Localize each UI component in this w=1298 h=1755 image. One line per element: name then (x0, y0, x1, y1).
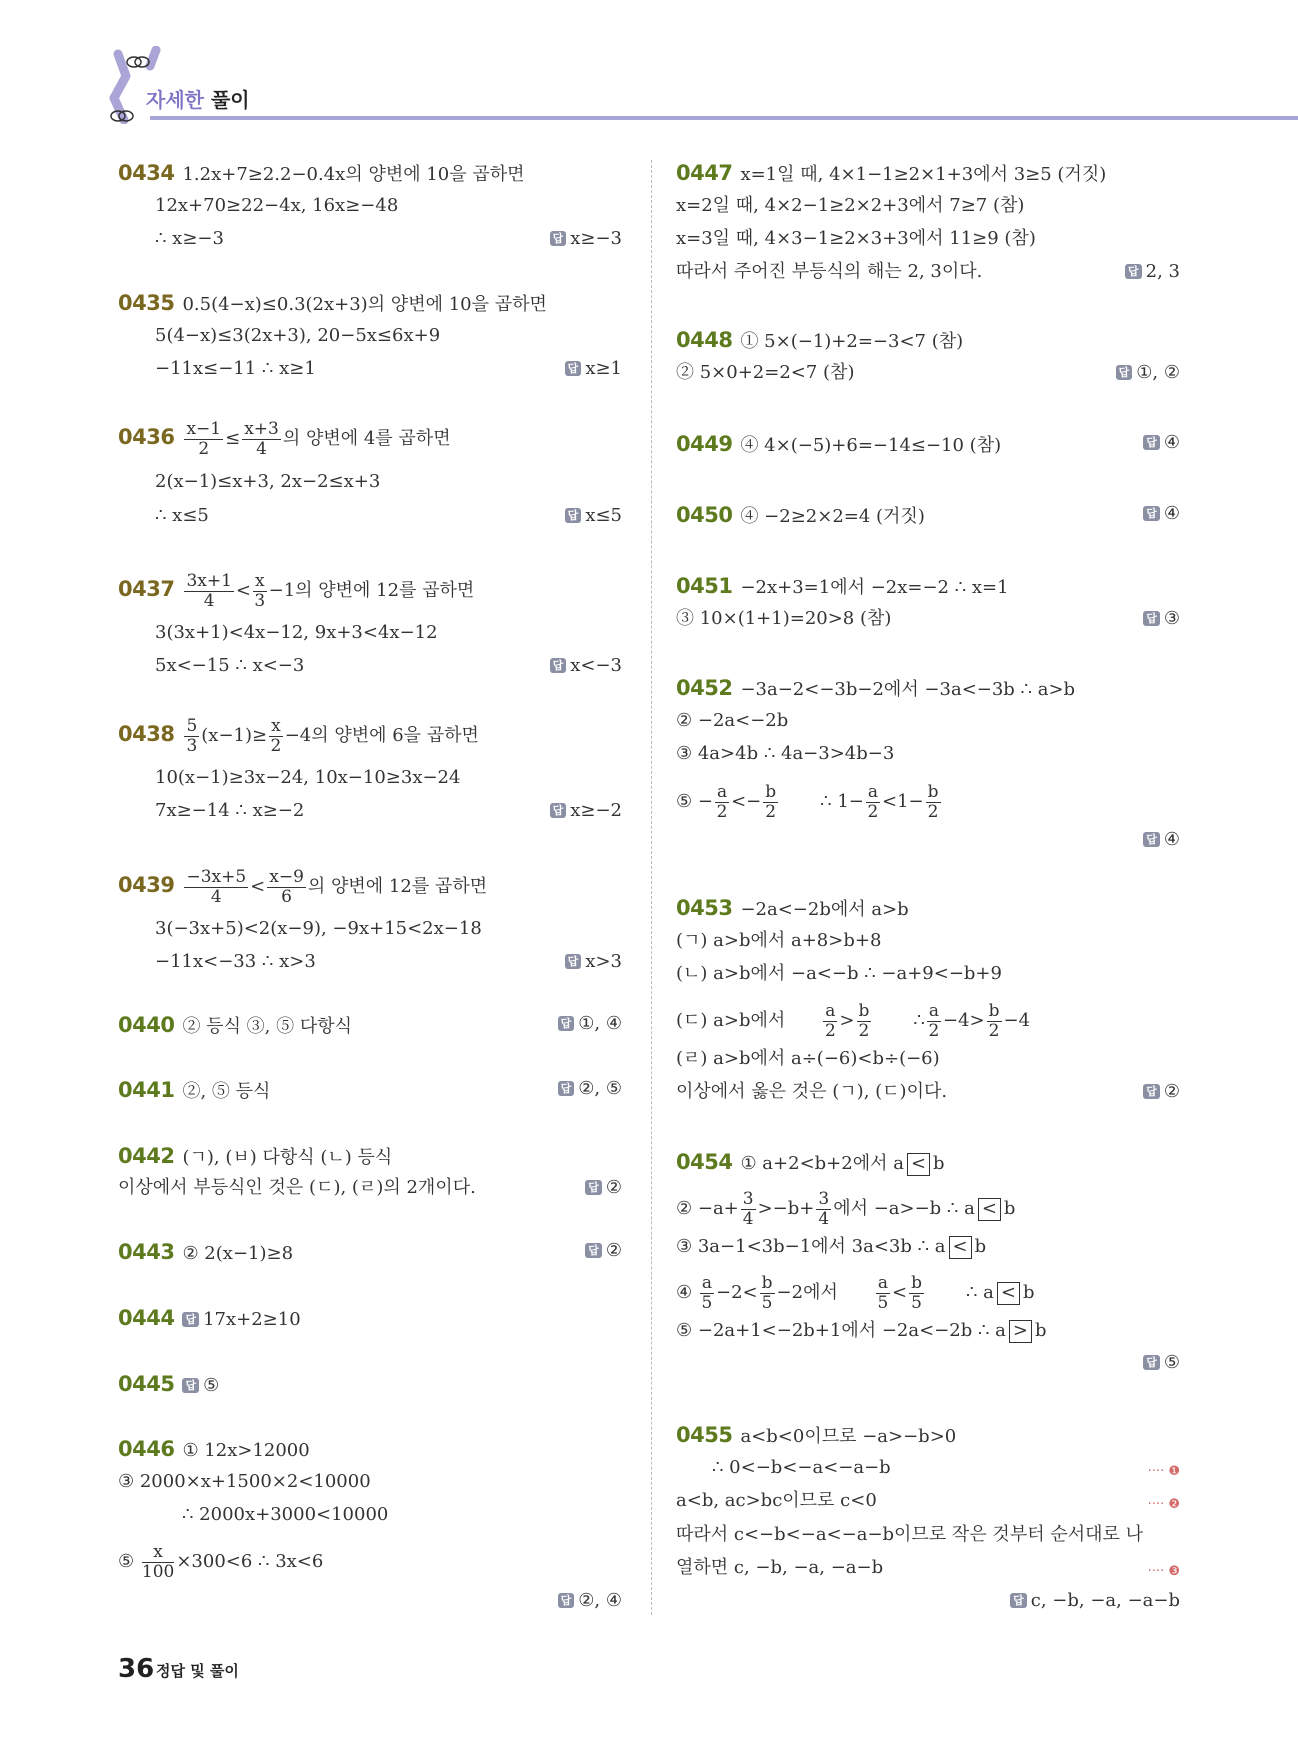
answer-0435: 답 x≥1 (565, 360, 622, 378)
problem-0446: 0446 ① 12x>12000 (118, 1437, 310, 1461)
answer-0442: 답 ② (585, 1179, 622, 1197)
answer-0438: 답 x≥−2 (550, 802, 622, 820)
problem-0454: 0454 ① a+2<b+2에서 a < b (676, 1150, 945, 1174)
footer-label: 정답 및 풀이 (156, 1662, 239, 1680)
step-marker-3: ···· ❸ (1147, 1564, 1180, 1579)
answer-0448: 답 ①, ② (1116, 364, 1180, 382)
answer-0453: 답 ② (1143, 1083, 1180, 1101)
problem-0439: 0439 $\frac{-3x+5}{4}$ < $\frac{x-9}{6}$ 의 양변에 12를 곱하면 (118, 867, 488, 907)
answer-0446: 답 ②, ④ (558, 1592, 622, 1610)
answer-0436: 답 x≤5 (565, 507, 622, 525)
column-divider (651, 160, 652, 1615)
problem-0436: 0436 $\frac{x-1}{2}$ ≤ $\frac{x+3}{4}$ 의 양변에 4를 곱하면 (118, 419, 451, 459)
problem-0452: 0452 −3a−2<−3b−2에서 −3a<−3b ∴ a>b (676, 676, 1076, 700)
problem-0444: 0444 답 17x+2≥10 (118, 1306, 301, 1330)
step-marker-2: ···· ❷ (1147, 1497, 1180, 1512)
problem-0445: 0445 답 ⑤ (118, 1372, 220, 1396)
answer-0450: 답 ④ (1143, 505, 1180, 523)
problem-0434: 0434 1.2x+7≥2.2−0.4x의 양변에 10을 곱하면 (118, 161, 525, 185)
problem-0437: 0437 $\frac{3x+1}{4}$ < $\frac{x}{3}$ −1의 양변에 12를 곱하면 (118, 571, 475, 611)
problem-0448: 0448 ① 5×(−1)+2=−3<7 (참) (676, 328, 964, 352)
answer-0440: 답 ①, ④ (558, 1015, 622, 1033)
answer-0434: 답 x≥−3 (550, 230, 622, 248)
problem-0443: 0443 ② 2(x−1)≥8 (118, 1240, 294, 1264)
problem-0447: 0447 x=1일 때, 4×1−1≥2×1+3에서 3≥5 (거짓) (676, 161, 1107, 185)
problem-0451: 0451 −2x+3=1에서 −2x=−2 ∴ x=1 (676, 574, 1009, 598)
answer-0452: 답 ④ (1143, 831, 1180, 849)
answer-0455: 답 c, −b, −a, −a−b (1010, 1592, 1180, 1610)
answer-0441: 답 ②, ⑤ (558, 1080, 622, 1098)
problem-0440: 0440 ② 등식 ③, ⑤ 다항식 (118, 1013, 353, 1037)
page-header (0, 0, 1298, 140)
problem-0435: 0435 0.5(4−x)≤0.3(2x+3)의 양변에 10을 곱하면 (118, 291, 547, 315)
problem-0449: 0449 ④ 4×(−5)+6=−14≤−10 (참) (676, 432, 1002, 456)
problem-0455: 0455 a<b<0이므로 −a>−b>0 (676, 1423, 957, 1447)
answer-0437: 답 x<−3 (550, 657, 622, 675)
answer-0439: 답 x>3 (565, 953, 622, 971)
answer-0447: 답 2, 3 (1125, 263, 1180, 281)
problem-0441: 0441 ②, ⑤ 등식 (118, 1078, 271, 1102)
step-marker-1: ···· ❶ (1147, 1464, 1180, 1479)
problem-0442: 0442 (ㄱ), (ㅂ) 다항식 (ㄴ) 등식 (118, 1144, 393, 1168)
page-title: 자세한 풀이 (146, 88, 250, 112)
page-number: 36 (118, 1654, 155, 1684)
answer-0443: 답 ② (585, 1242, 622, 1260)
problem-0438: 0438 $\frac{5}{3}$ (x−1)≥ $\frac{x}{2}$ −4의 양변에 6을 곱하면 (118, 716, 479, 756)
problem-0450: 0450 ④ −2≥2×2=4 (거짓) (676, 503, 925, 527)
problem-0453: 0453 −2a<−2b에서 a>b (676, 896, 909, 920)
answer-0449: 답 ④ (1143, 434, 1180, 452)
answer-0451: 답 ③ (1143, 610, 1180, 628)
header-rule (150, 116, 1298, 120)
answer-0454: 답 ⑤ (1143, 1354, 1180, 1372)
